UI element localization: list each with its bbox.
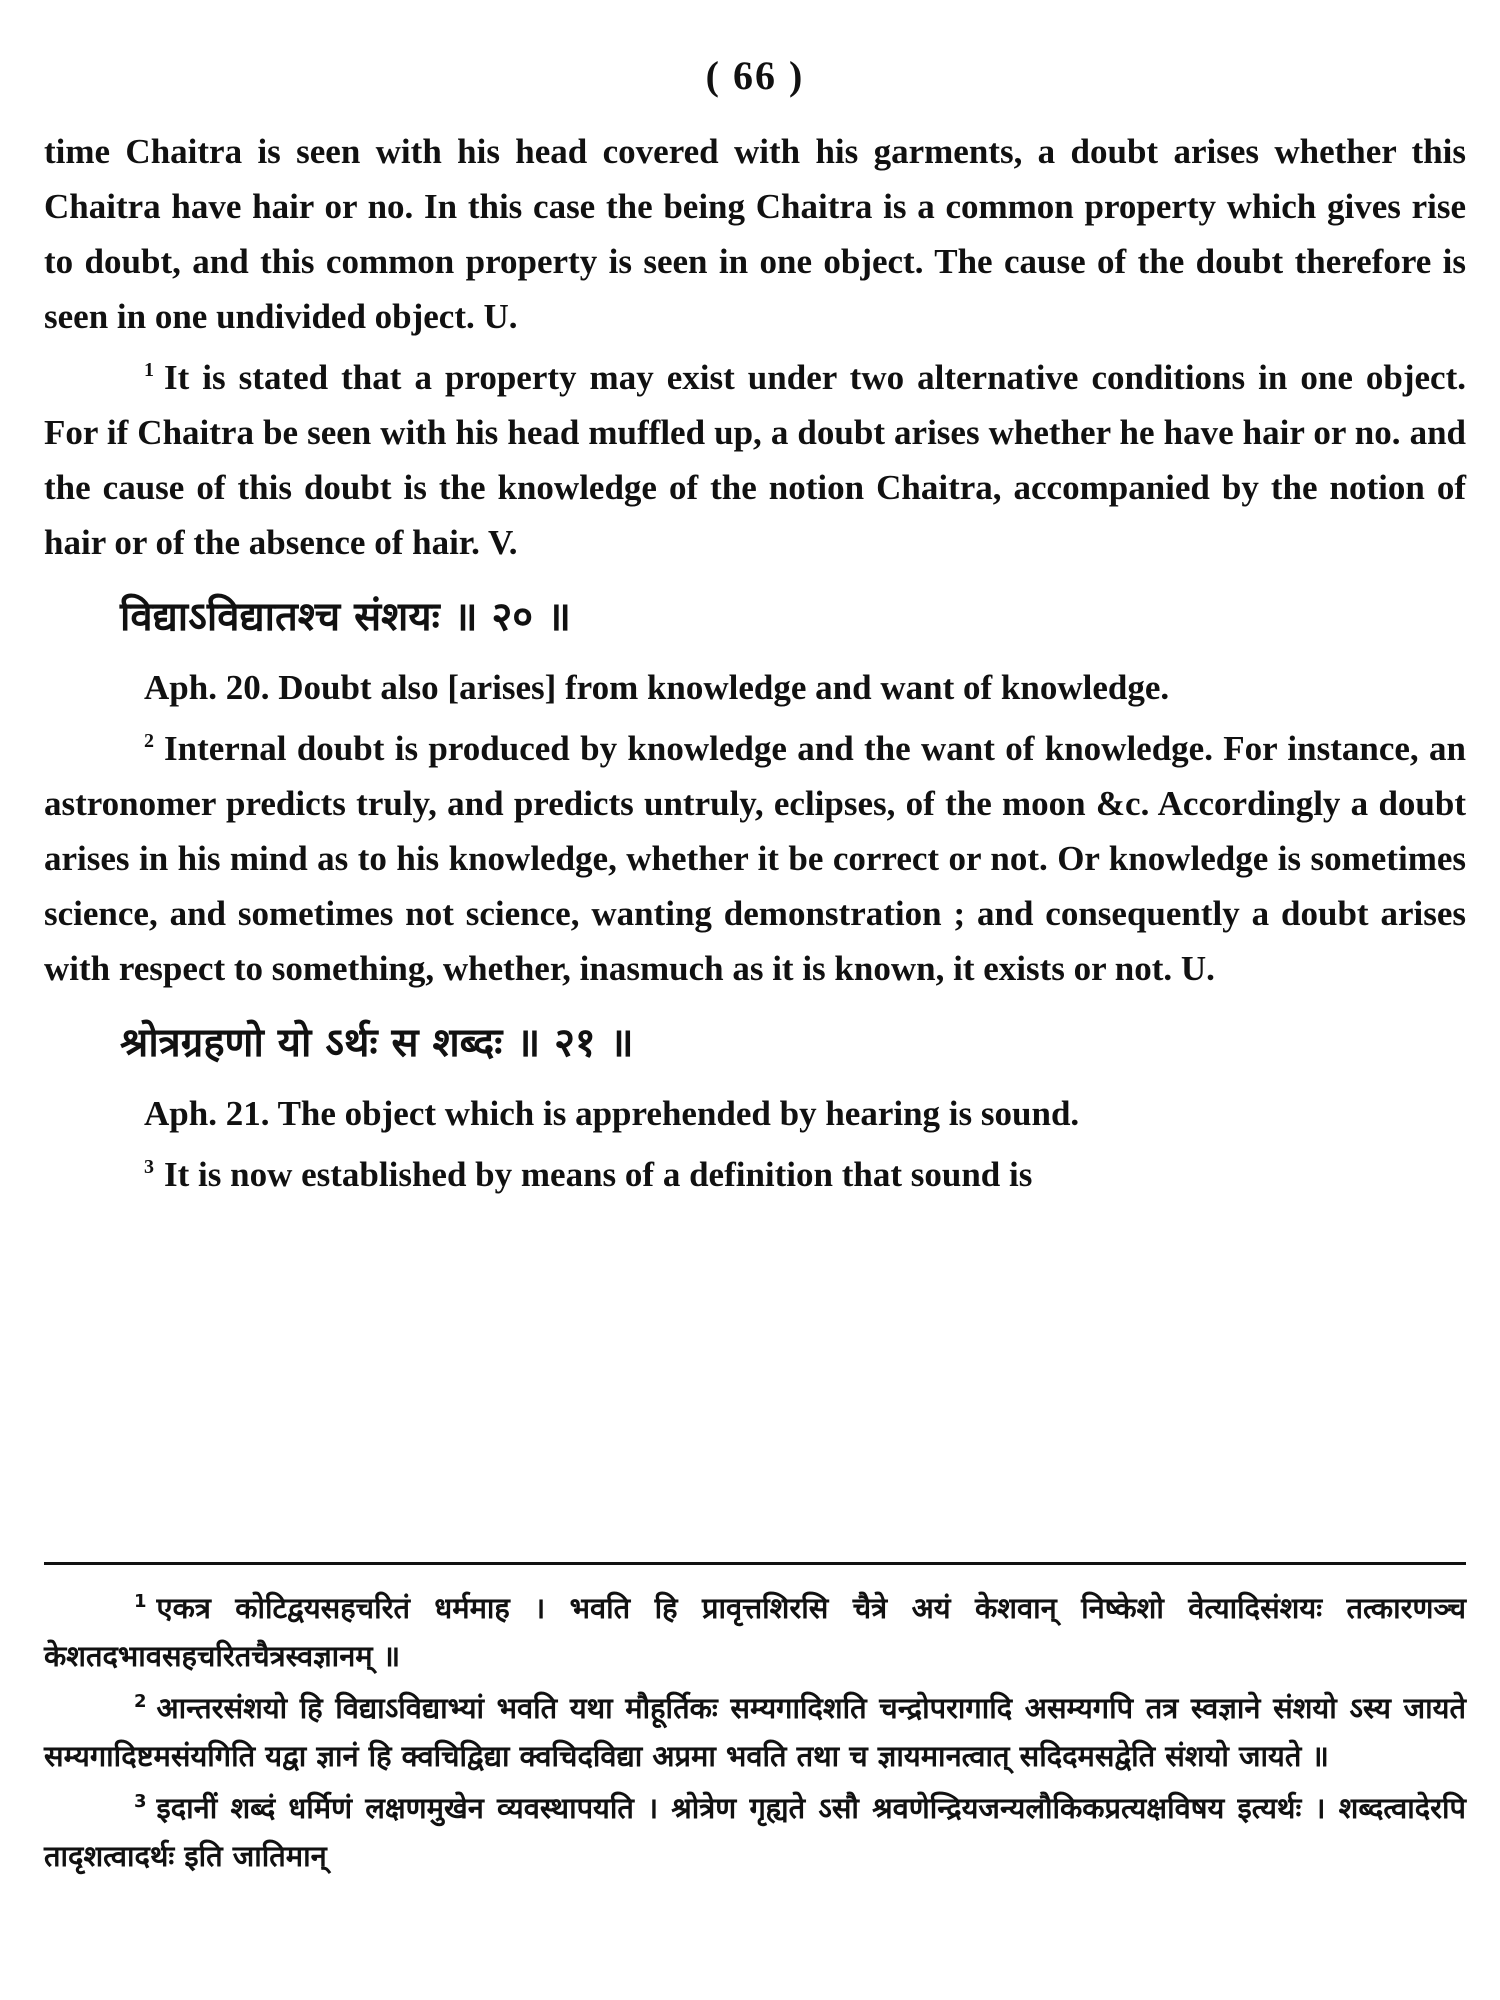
footnote-ref-1: 1 (144, 359, 154, 382)
footnote-marker-1: 1 (134, 1591, 147, 1613)
footnote-marker-2: 2 (134, 1691, 147, 1713)
sutra-20-sanskrit: विद्याऽविद्यातश्च संशयः ॥ २० ॥ (120, 594, 571, 640)
footnote-text: इदानीं शब्दं धर्मिणं लक्षणमुखेन व्यवस्थापयति । श्रोत्रेण गृह्यते ऽसौ श्रवणेन्द्रियजन्यलौकिकप्रत्यक्षविषय इत्यर्थः । शब्दत्वादेरपि तादृशत्वादर्थः इति जातिमान् (44, 1791, 1466, 1873)
paragraph-text: It is stated that a property may exist under two alternative conditions in one object. For if Chaitra be seen with his head muffled up, a doubt arises whether he have hair or no. and the cause of this doubt is the knowledge of the notion Chaitra, accompanied by the notion of hair or of the absence of hair. V. (44, 358, 1466, 562)
footnote-text: एकत्र कोटिद्वयसहचरितं धर्ममाह । भवति हि प्रावृत्तशिरसि चैत्रे अयं केशवान् निष्केशो वेत्यादिसंशयः तत्कारणञ्च केशतदभावसहचरितचैत्रस्वज्ञानम् ॥ (44, 1591, 1466, 1673)
footnote-ref-3: 3 (144, 1156, 154, 1179)
paragraph-text: Internal doubt is produced by knowledge and the want of knowledge. For instance, an astronomer predicts truly, and predicts untruly, eclipses, of the moon &c. Accordingly a doubt arises in his mind as to his knowledge, whether it be correct or not. Or knowledge is sometimes science, and sometimes not science, wanting demonstration ; and consequently a doubt arises with respect to something, whether, inasmuch as it is known, it exists or not. U. (44, 729, 1466, 988)
book-page (44, 0, 1466, 2000)
aphorism-21: Aph. 21. The object which is apprehended by hearing is sound. (144, 1094, 1080, 1133)
footnote-ref-2: 2 (144, 730, 154, 753)
paragraph-text: It is now established by means of a definition that sound is (164, 1155, 1033, 1194)
sutra-21-sanskrit: श्रोत्रग्रहणो यो ऽर्थः स शब्दः ॥ २१ ॥ (120, 1020, 634, 1066)
footnote-2 (44, 1684, 1466, 1780)
footnote-text: आन्तरसंशयो हि विद्याऽविद्याभ्यां भवति यथा मौहूर्तिकः सम्यगादिशति चन्द्रोपरागादि असम्यगपि तत्र स्वज्ञाने संशयो ऽस्य जायते सम्यगादिष्टमसंयगिति यद्वा ज्ञानं हि क्वचिद्विद्या क्वचिदविद्या अप्रमा भवति तथा च ज्ञायमानत्वात् सदिदमसद्वेति संशयो जायते ॥ (44, 1691, 1466, 1773)
aphorism-20: Aph. 20. Doubt also [arises] from knowledge and want of knowledge. (144, 668, 1170, 707)
paragraph-continued: time Chaitra is seen with his head covered with his garments, a doubt arises whether this Chaitra have hair or no. In this case the being Chaitra is a common property which gives rise to doubt, and this common property is seen in one object. The cause of the doubt therefore is seen in one undivided object. U. (44, 132, 1466, 336)
paragraph-commentary-u (44, 721, 1466, 996)
main-text (44, 124, 1466, 1208)
footnote-divider (44, 1562, 1466, 1565)
page-number: ( 66 ) (705, 53, 805, 98)
paragraph-sound-definition (44, 1147, 1466, 1202)
footnotes (44, 1584, 1466, 1884)
footnote-marker-3: 3 (134, 1791, 147, 1813)
footnote-3 (44, 1784, 1466, 1880)
paragraph-commentary-v (44, 350, 1466, 570)
footnote-1 (44, 1584, 1466, 1680)
